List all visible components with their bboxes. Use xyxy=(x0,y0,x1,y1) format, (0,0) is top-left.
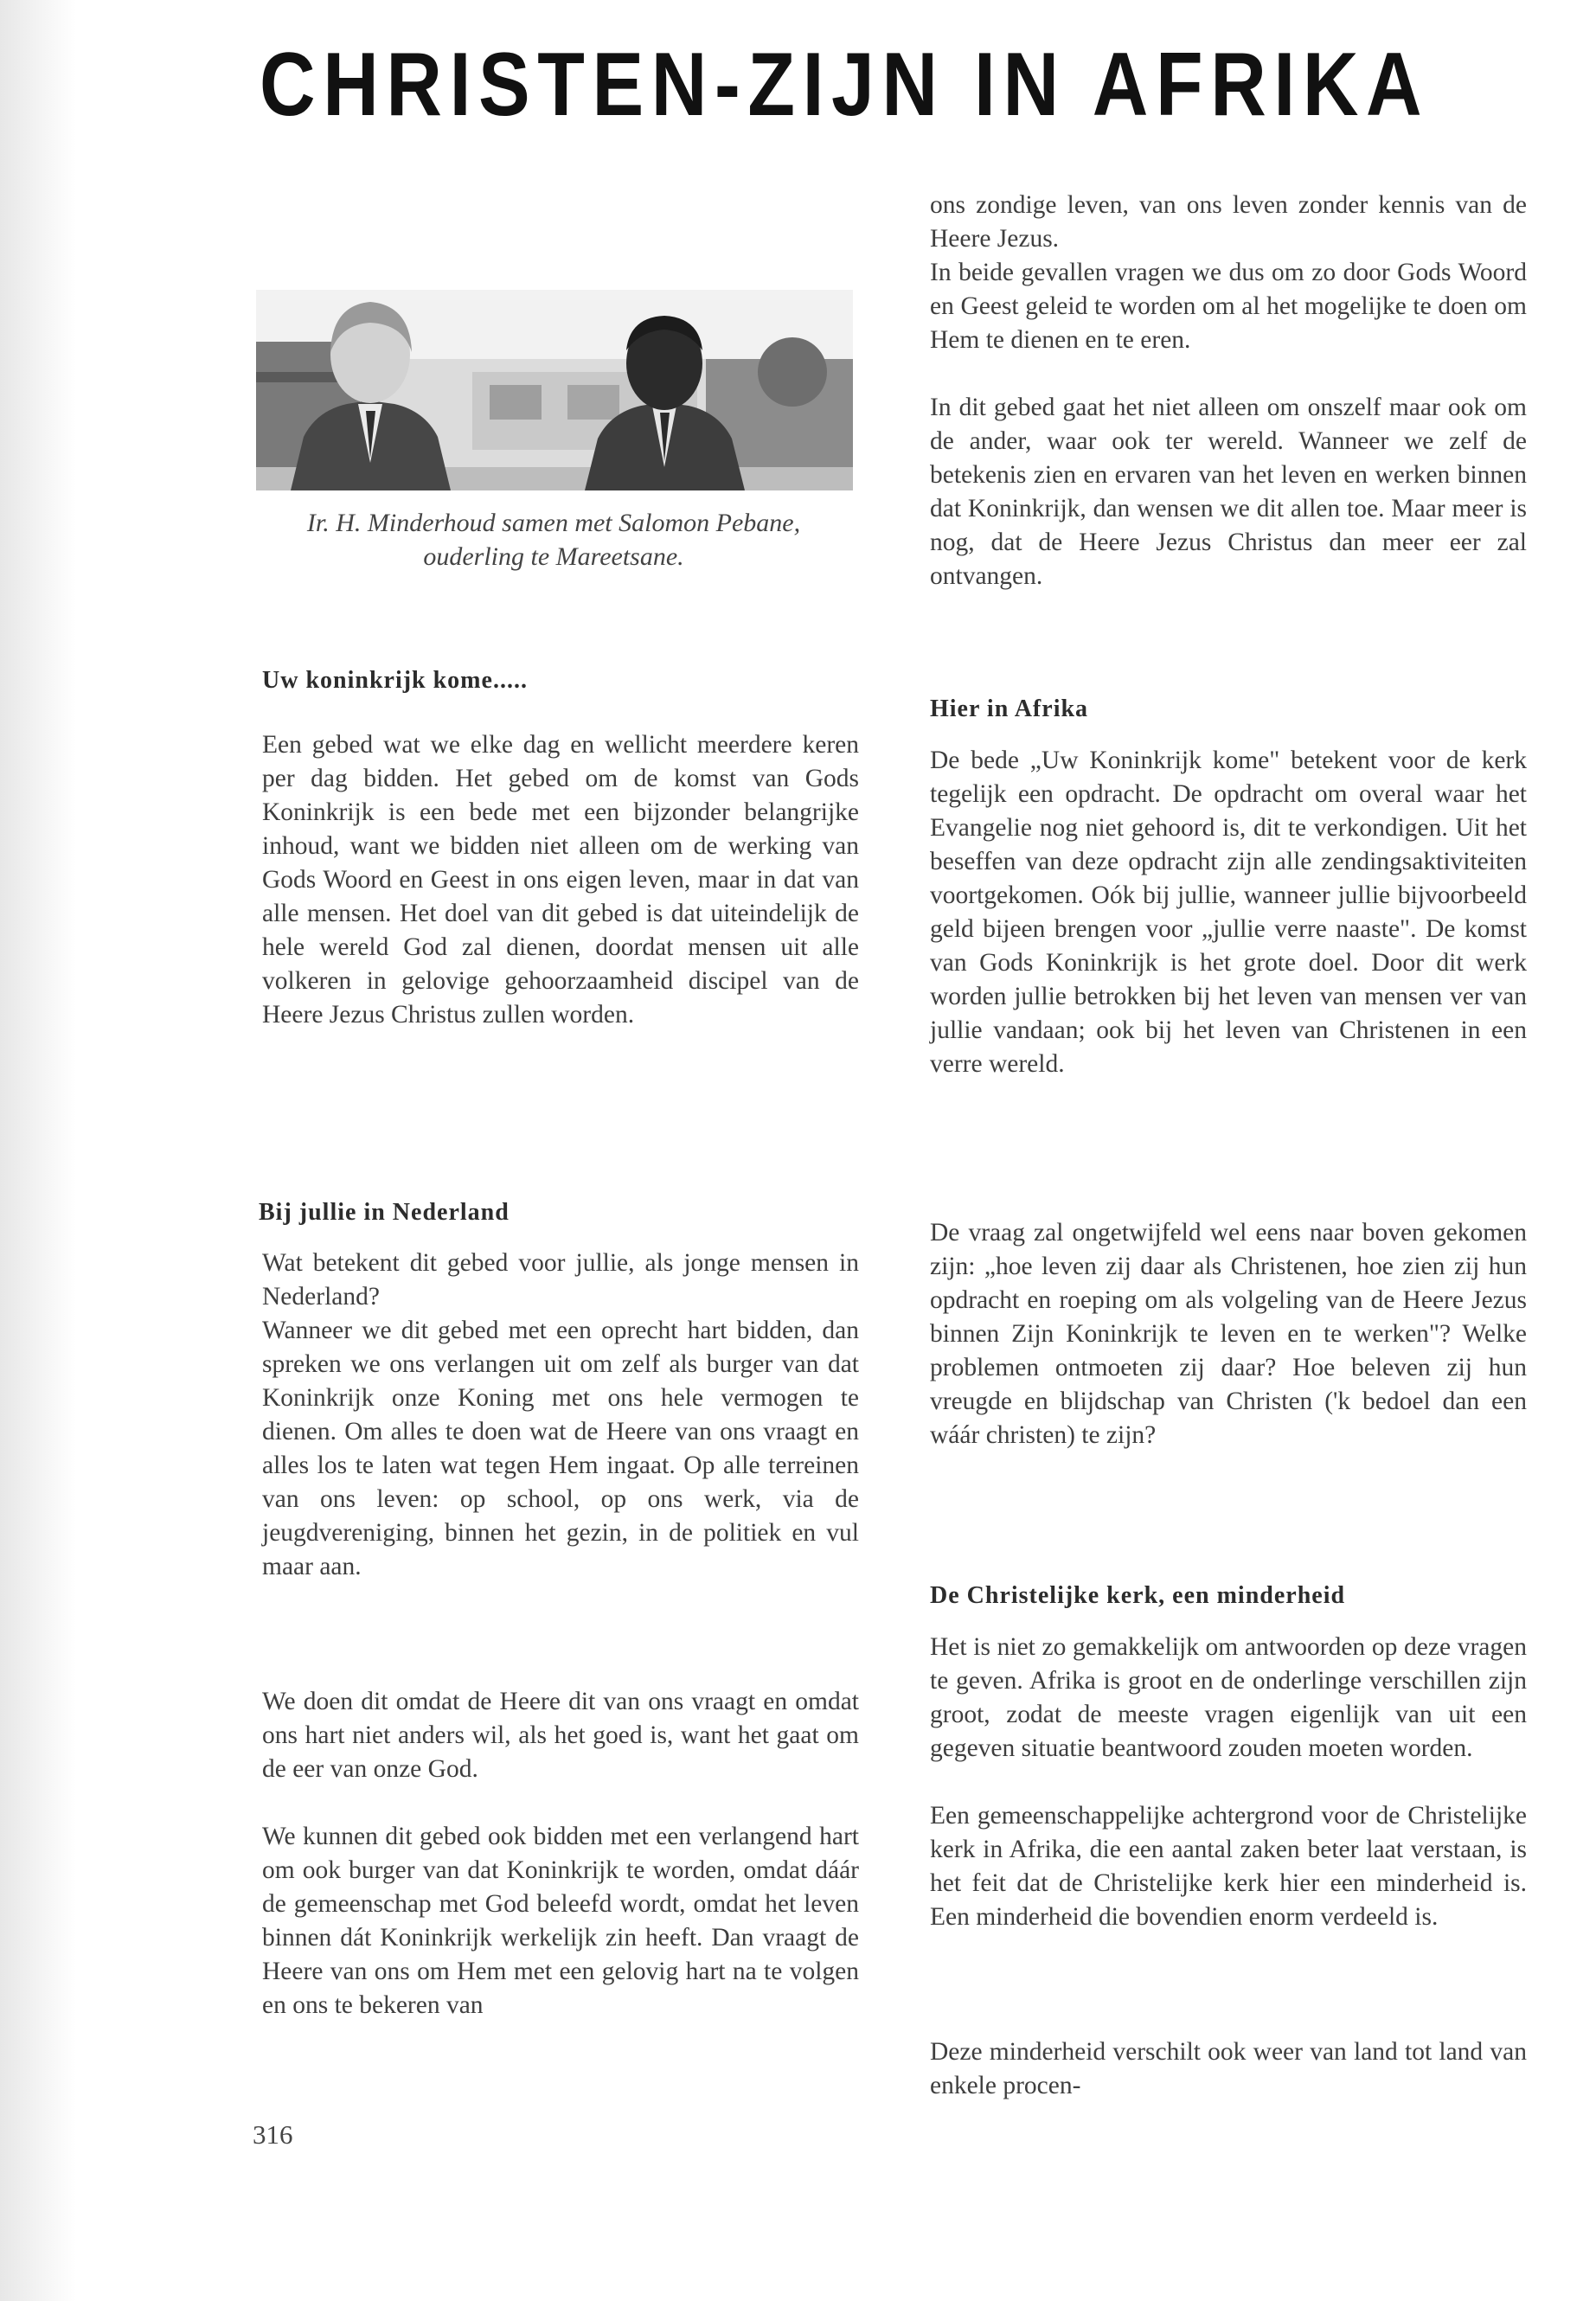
nederland-paragraph-2: Wanneer we dit gebed met een oprecht hart bidden, dan spreken we ons verlangen uit om zelf als burger van dat Koninkrijk onze Koning met ons hele vermogen te dienen. Om alles te doen wat de Heere van ons vraagt en alles los te laten wat tegen Hem ingaat. Op alle terreinen van ons leven: op school, op ons werk, via de jeugdvereniging, binnen het gezin, in de politiek en vul maar aan. xyxy=(262,1317,859,1580)
minderheid-paragraph-1: Het is niet zo gemakkelijk om antwoorden op deze vragen te geven. Afrika is groot en de onderlinge verschillen zijn groot, zodat de meeste vragen eigenlijk van uit een gegeven situatie beantwoord zouden moeten worden. xyxy=(930,1633,1527,1762)
afrika-paragraph-2: De vraag zal ongetwijfeld wel eens naar boven gekomen zijn: „hoe leven zij daar als Christenen, hoe zien zij hun opdracht en roeping om als volgeling van de Heere Jezus binnen Zijn Koninkrijk te leven en te werken"? Welke problemen ontmoeten zij daar? Hoe beleven zij hun vreugde en blijdschap van Christen ('k bedoel dan een wáár christen) te zijn? xyxy=(930,1219,1527,1449)
nederland-paragraph-1: Wat betekent dit gebed voor jullie, als jonge mensen in Nederland? xyxy=(262,1249,859,1311)
article-title: CHRISTEN-ZIJN IN AFRIKA xyxy=(260,35,1430,135)
minderheid-paragraph-3: Deze minderheid verschilt ook weer van land tot land van enkele procen- xyxy=(930,2038,1527,2099)
page-number: 316 xyxy=(253,2119,293,2150)
intro-right-paragraph-1: ons zondige leven, van ons leven zonder kennis van de Heere Jezus. xyxy=(930,191,1527,253)
nederland-paragraph-4: We kunnen dit gebed ook bidden met een verlangend hart om ook burger van dat Koninkrijk te worden, omdat dáár de gemeenschap met God beleefd wordt, omdat het leven binnen dát Koninkrijk werkelijk zin heeft. Dan vraagt de Heere van ons om Hem met een gelovig hart na te volgen en ons te bekeren van xyxy=(262,1823,859,2019)
photo-caption: Ir. H. Minderhoud samen met Salomon Pebane, ouderling te Mareetsane. xyxy=(306,509,801,571)
heading-uw-koninkrijk: Uw koninkrijk kome..... xyxy=(262,667,528,694)
minderheid-paragraph-2: Een gemeenschappelijke achtergrond voor de Christelijke kerk in Afrika, die een aantal zaken beter laat verstaan, is het feit dat de Christelijke kerk hier een minderheid is. Een minderheid die bovendien enorm verdeeld is. xyxy=(930,1802,1527,1931)
nederland-paragraph-3: We doen dit omdat de Heere dit van ons vraagt en omdat ons hart niet anders wil, als het goed is, want het gaat om de eer van onze God. xyxy=(262,1688,859,1783)
heading-hier-in-afrika: Hier in Afrika xyxy=(930,695,1089,722)
intro-right-paragraph-2: In beide gevallen vragen we dus om zo door Gods Woord en Geest geleid te worden om al het mogelijke te doen om Hem te dienen en te eren. xyxy=(930,259,1527,354)
scan-margin xyxy=(0,0,76,2301)
photo-minderhoud-pebane xyxy=(256,290,853,490)
koninkrijk-paragraph: Een gebed wat we elke dag en wellicht meerdere keren per dag bidden. Het gebed om de komst van Gods Koninkrijk is een bede met een bijzonder belangrijke inhoud, want we bidden niet alleen om de werking van Gods Woord en Geest in ons eigen leven, maar in dat van alle mensen. Het doel van dit gebed is dat uiteindelijk de hele wereld God zal dienen, doordat mensen uit alle volkeren in gelovige gehoorzaamheid discipel van de Heere Jezus Christus zullen worden. xyxy=(262,731,859,1029)
heading-bij-jullie-in-nederland: Bij jullie in Nederland xyxy=(259,1199,510,1226)
afrika-paragraph-1: De bede „Uw Koninkrijk kome" betekent voor de kerk tegelijk een opdracht. De opdracht om overal waar het Evangelie nog niet gehoord is, dit te verkondigen. Uit het beseffen van deze opdracht zijn alle zendingsaktiviteiten voortgekomen. Oók bij jullie, wanneer jullie bijvoorbeeld geld bijeen brengen voor „jullie verre naaste". De komst van Gods Koninkrijk is het grote doel. Door dit werk worden jullie betrokken bij het leven van mensen ver van jullie vandaan; ook bij het leven van Christenen in een verre wereld. xyxy=(930,747,1527,1078)
heading-christelijke-kerk-minderheid: De Christelijke kerk, een minderheid xyxy=(930,1582,1346,1609)
intro-right-paragraph-3: In dit gebed gaat het niet alleen om onszelf maar ook om de ander, waar ook ter wereld. Wanneer we zelf de betekenis zien en ervaren van het leven en werken binnen dat Koninkrijk, dan wensen we dit allen toe. Maar meer is nog, dat de Heere Jezus Christus dan meer eer zal ontvangen. xyxy=(930,394,1527,590)
